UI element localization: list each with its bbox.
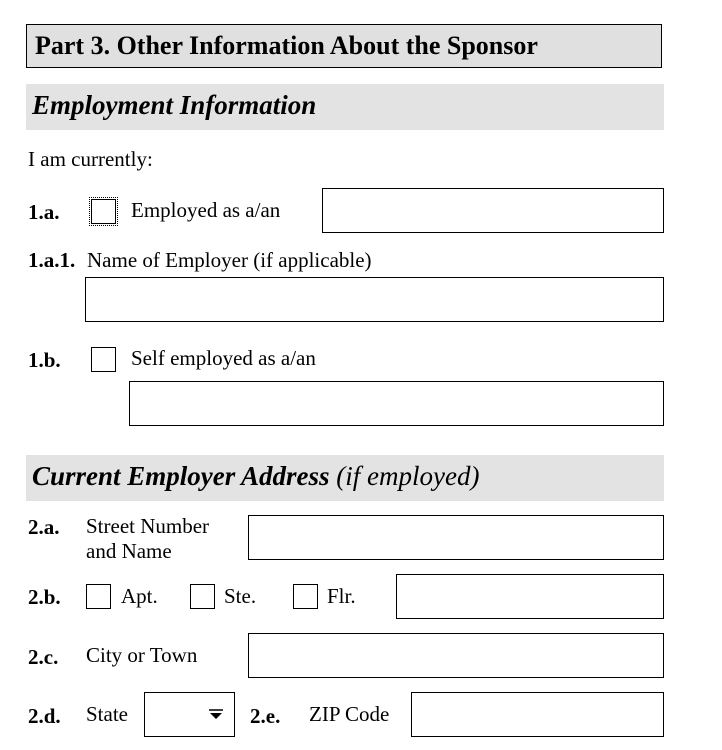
street-input[interactable]: [248, 515, 664, 560]
item-2e-number: 2.e.: [250, 704, 281, 728]
item-1b-number: 1.b.: [28, 348, 61, 372]
item-2b-number: 2.b.: [28, 585, 61, 609]
address-section-title: [32, 461, 479, 492]
flr-checkbox[interactable]: [293, 584, 318, 609]
item-1a-number: 1.a.: [28, 200, 60, 224]
part-header-title: Part 3. Other Information About the Sponsor: [35, 31, 538, 60]
self-employed-occupation-input[interactable]: [129, 381, 664, 426]
employment-section-header: [26, 84, 664, 130]
address-section-subtitle: (if employed): [329, 461, 480, 491]
intro-text: I am currently:: [28, 147, 153, 171]
employer-name-label: Name of Employer (if applicable): [87, 248, 372, 272]
self-employed-label: Self employed as a/an: [131, 346, 316, 370]
flr-label: Flr.: [327, 584, 356, 608]
state-select[interactable]: [144, 692, 235, 737]
item-2d-number: 2.d.: [28, 704, 61, 728]
chevron-down-icon: [208, 708, 224, 720]
item-2c-number: 2.c.: [28, 645, 59, 669]
zip-input[interactable]: [411, 692, 664, 737]
ste-checkbox[interactable]: [190, 584, 215, 609]
address-section-header: [26, 455, 664, 501]
employment-section-title: Employment Information: [32, 90, 317, 120]
employed-label: Employed as a/an: [131, 198, 281, 222]
ste-label: Ste.: [224, 584, 257, 608]
street-label-line2: and Name: [86, 539, 172, 563]
city-label: City or Town: [86, 643, 198, 667]
unit-number-input[interactable]: [396, 574, 664, 619]
apt-label: Apt.: [121, 584, 158, 608]
state-label: State: [86, 702, 128, 726]
part-header: [26, 24, 662, 68]
city-input[interactable]: [248, 633, 664, 678]
apt-checkbox[interactable]: [86, 584, 111, 609]
employed-occupation-input[interactable]: [322, 188, 664, 233]
item-1a1-number: 1.a.1.: [28, 248, 76, 272]
item-2a-number: 2.a.: [28, 515, 60, 539]
employed-checkbox[interactable]: [91, 199, 116, 224]
self-employed-checkbox[interactable]: [91, 347, 116, 372]
street-label-line1: Street Number: [86, 514, 210, 538]
zip-label: ZIP Code: [309, 702, 390, 726]
employer-name-input[interactable]: [85, 277, 664, 322]
address-section-title-text: Current Employer Address: [32, 461, 330, 491]
